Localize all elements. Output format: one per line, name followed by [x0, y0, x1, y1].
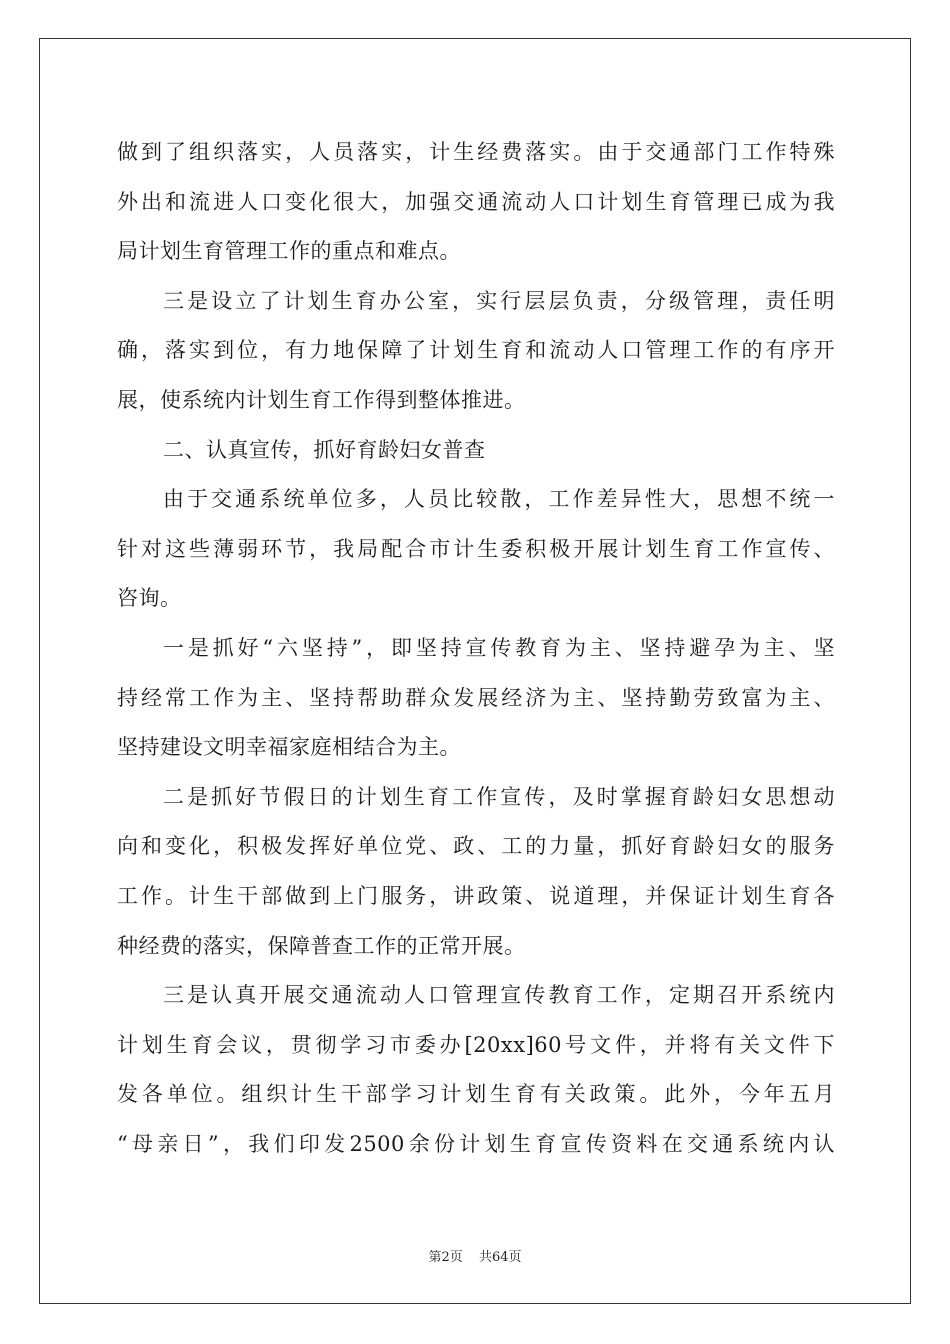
text-line: 计划生育会议，贯彻学习市委办[20xx]60号文件，并将有关文件下: [117, 1032, 835, 1057]
text-line: 坚持建设文明幸福家庭相结合为主。: [117, 735, 461, 760]
text-line: 外出和流进人口变化很大，加强交通流动人口计划生育管理已成为我: [117, 189, 835, 214]
page-footer: [0, 1246, 950, 1265]
text-line: 三是设立了计划生育办公室，实行层层负责，分级管理，责任明: [163, 288, 835, 313]
text-line: 咨询。: [117, 586, 182, 611]
page-total: 共64页: [478, 1250, 522, 1265]
text-line: 发各单位。组织计生干部学习计划生育有关政策。此外，今年五月: [117, 1082, 835, 1107]
text-line: 向和变化，积极发挥好单位党、政、工的力量，抓好育龄妇女的服务: [117, 834, 835, 859]
document-body: [117, 128, 835, 1169]
text-line: “母亲日”，我们印发2500余份计划生育宣传资料在交通系统内认: [117, 1131, 835, 1156]
text-line: 一是抓好“六坚持”，即坚持宣传教育为主、坚持避孕为主、坚: [163, 635, 835, 660]
text-line: 局计划生育管理工作的重点和难点。: [117, 239, 461, 264]
text-line: 展，使系统内计划生育工作得到整体推进。: [117, 387, 526, 412]
text-line: 三是认真开展交通流动人口管理宣传教育工作，定期召开系统内: [163, 983, 835, 1008]
text-line: 持经常工作为主、坚持帮助群众发展经济为主、坚持勤劳致富为主、: [117, 685, 835, 710]
text-line: 针对这些薄弱环节，我局配合市计生委积极开展计划生育工作宣传、: [117, 536, 835, 561]
text-line: 种经费的落实，保障普查工作的正常开展。: [117, 933, 526, 958]
text-line: 工作。计生干部做到上门服务，讲政策、说道理，并保证计划生育各: [117, 883, 835, 908]
text-line: 做到了组织落实，人员落实，计生经费落实。由于交通部门工作特殊: [117, 140, 835, 164]
section-heading: 二、认真宣传，抓好育龄妇女普查: [163, 437, 486, 462]
text-line: 二是抓好节假日的计划生育工作宣传，及时掌握育龄妇女思想动: [163, 784, 835, 809]
page-number: 第2页: [428, 1250, 463, 1265]
text-line: 由于交通系统单位多，人员比较散，工作差异性大，思想不统一: [163, 487, 835, 512]
text-line: 确，落实到位，有力地保障了计划生育和流动人口管理工作的有序开: [117, 338, 835, 363]
